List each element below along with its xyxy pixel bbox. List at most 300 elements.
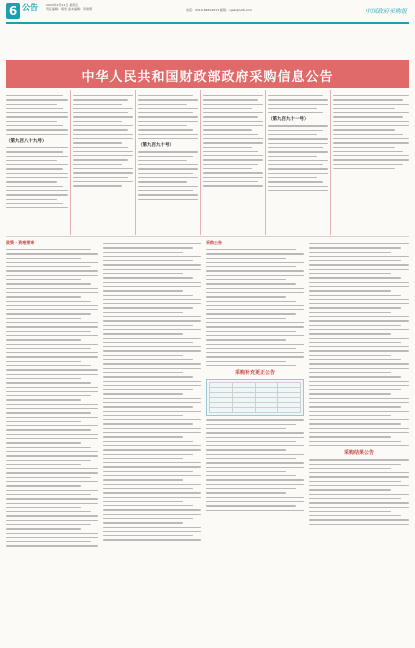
text-line	[103, 436, 183, 437]
text-line	[206, 348, 296, 349]
text-line	[103, 402, 201, 403]
text-line	[6, 369, 98, 370]
text-line	[73, 104, 122, 105]
text-line	[6, 374, 98, 375]
text-line	[103, 342, 193, 343]
text-line	[138, 160, 187, 161]
text-line	[309, 498, 401, 499]
table-row	[210, 408, 301, 413]
text-line	[6, 129, 68, 130]
text-line	[203, 155, 263, 156]
text-block	[203, 95, 263, 187]
text-block	[138, 95, 198, 139]
text-line	[309, 423, 401, 424]
text-line	[309, 346, 409, 347]
text-line	[73, 172, 133, 173]
text-line	[206, 441, 296, 442]
text-line	[73, 108, 133, 109]
text-line	[6, 121, 57, 122]
text-line	[6, 477, 91, 478]
text-line	[206, 505, 296, 506]
text-line	[333, 138, 409, 139]
text-line	[103, 256, 201, 257]
text-line	[6, 266, 91, 267]
text-line	[268, 190, 328, 191]
text-line	[6, 301, 91, 302]
text-line	[103, 346, 201, 347]
text-line	[6, 283, 91, 284]
text-line	[309, 524, 409, 525]
text-line	[309, 256, 409, 257]
text-line	[309, 428, 409, 429]
text-line	[103, 509, 201, 510]
text-line	[333, 164, 403, 165]
text-line	[73, 177, 128, 178]
text-line	[103, 398, 201, 399]
column-divider	[70, 90, 71, 235]
text-line	[203, 151, 258, 152]
text-line	[309, 419, 409, 420]
text-line	[309, 282, 409, 283]
text-line	[268, 125, 328, 126]
text-line	[309, 476, 409, 477]
text-line	[103, 514, 201, 515]
text-line	[206, 488, 296, 489]
text-line	[333, 147, 395, 148]
text-line	[6, 326, 98, 327]
text-line	[138, 199, 198, 200]
text-line	[203, 95, 263, 96]
text-line	[333, 125, 409, 126]
text-line	[6, 156, 68, 157]
text-line	[333, 155, 409, 156]
text-line	[333, 95, 409, 96]
text-line	[103, 531, 201, 532]
text-line	[6, 447, 91, 448]
text-line	[206, 428, 286, 429]
column-divider	[135, 90, 136, 235]
text-line	[73, 121, 122, 122]
text-line	[6, 455, 98, 456]
text-line	[309, 485, 409, 486]
text-line	[268, 130, 323, 131]
title-banner	[6, 60, 409, 88]
text-line	[6, 382, 91, 383]
text-line	[6, 511, 91, 512]
section-badge: 采购公告	[206, 240, 222, 245]
text-line	[103, 539, 201, 540]
text-line	[103, 372, 183, 373]
text-line	[206, 467, 304, 468]
notice-heading-991: （第九百九十一号）	[268, 117, 309, 123]
text-line	[138, 104, 187, 105]
text-line	[268, 112, 323, 113]
text-line	[203, 172, 263, 173]
text-line	[309, 459, 409, 460]
text-line	[6, 207, 68, 208]
text-line	[206, 301, 296, 302]
text-line	[206, 458, 296, 459]
text-line	[6, 395, 91, 396]
text-line	[333, 121, 409, 122]
text-line	[73, 116, 133, 117]
text-line	[6, 507, 81, 508]
text-line	[268, 99, 328, 100]
notice-heading: 采购补充更正公告	[234, 370, 275, 377]
text-line	[309, 269, 409, 270]
text-line	[73, 134, 133, 135]
text-line	[103, 363, 201, 364]
text-line	[309, 372, 391, 373]
text-block	[333, 95, 409, 169]
text-line	[203, 177, 263, 178]
text-line	[309, 355, 391, 356]
text-line	[73, 99, 128, 100]
text-line	[6, 112, 68, 113]
text-line	[6, 292, 98, 293]
text-line	[268, 186, 328, 187]
lower-column-1	[6, 240, 98, 644]
text-line	[73, 112, 128, 113]
text-line	[206, 501, 304, 502]
text-line	[206, 262, 304, 263]
text-line	[73, 129, 128, 130]
text-block	[6, 95, 68, 135]
text-line	[309, 436, 391, 437]
text-line	[206, 361, 286, 362]
text-line	[206, 432, 304, 433]
text-line	[6, 134, 68, 135]
text-line	[138, 99, 198, 100]
text-line	[6, 177, 68, 178]
text-line	[6, 425, 98, 426]
text-line	[138, 194, 198, 195]
text-line	[103, 479, 183, 480]
text-line	[333, 129, 395, 130]
text-line	[103, 445, 201, 446]
text-line	[103, 406, 193, 407]
text-line	[6, 468, 98, 469]
text-line	[206, 445, 304, 446]
text-line	[309, 342, 401, 343]
text-line	[6, 412, 91, 413]
item-table-box	[206, 379, 304, 416]
text-line	[203, 121, 263, 122]
table-cell	[255, 408, 278, 413]
text-line	[6, 305, 98, 306]
text-line	[309, 264, 409, 265]
text-line	[309, 494, 409, 495]
text-line	[309, 381, 409, 382]
text-line	[309, 389, 401, 390]
text-line	[309, 333, 391, 334]
text-line	[103, 247, 193, 248]
text-line	[6, 186, 63, 187]
text-line	[73, 155, 133, 156]
text-line	[6, 288, 98, 289]
text-line	[203, 138, 263, 139]
text-line	[6, 151, 63, 152]
text-line	[6, 173, 68, 174]
text-line	[309, 489, 391, 490]
text-line	[206, 249, 296, 250]
text-line	[203, 116, 258, 117]
text-line	[333, 116, 403, 117]
text-line	[203, 142, 263, 143]
text-line	[206, 335, 304, 336]
notice-heading: 采购结果公告	[343, 450, 374, 457]
text-line	[309, 502, 409, 503]
text-line	[203, 159, 263, 160]
text-line	[203, 112, 263, 113]
text-line	[206, 497, 304, 498]
table-cell	[210, 408, 233, 413]
text-line	[103, 393, 183, 394]
text-line	[103, 527, 201, 528]
text-line	[138, 134, 198, 135]
text-line	[206, 471, 286, 472]
text-line	[309, 338, 409, 339]
text-line	[333, 104, 409, 105]
text-line	[6, 378, 81, 379]
text-block	[206, 419, 304, 511]
text-line	[73, 147, 128, 148]
text-line	[103, 359, 193, 360]
text-line	[309, 329, 409, 330]
text-line	[103, 449, 201, 450]
text-line	[268, 134, 317, 135]
text-line	[103, 484, 201, 485]
text-line	[103, 320, 201, 321]
text-line	[73, 168, 133, 169]
lower-column-3	[206, 240, 304, 644]
text-line	[73, 185, 122, 186]
text-line	[6, 494, 91, 495]
upper-column-2	[73, 92, 133, 232]
text-line	[103, 505, 193, 506]
text-line	[73, 181, 133, 182]
text-line	[103, 419, 201, 420]
text-line	[6, 331, 91, 332]
text-line	[268, 143, 328, 144]
text-line	[103, 415, 183, 416]
text-line	[206, 492, 286, 493]
text-line	[6, 524, 91, 525]
text-line	[6, 533, 98, 534]
text-line	[103, 316, 201, 317]
text-line	[103, 307, 193, 308]
text-line	[309, 316, 409, 317]
text-line	[6, 537, 98, 538]
text-line	[6, 472, 98, 473]
text-line	[103, 312, 183, 313]
text-line	[309, 468, 391, 469]
text-line	[309, 481, 401, 482]
text-line	[309, 368, 409, 369]
text-line	[6, 429, 91, 430]
text-line	[206, 356, 304, 357]
text-line	[268, 177, 317, 178]
text-line	[309, 511, 391, 512]
text-line	[103, 269, 201, 270]
text-line	[6, 104, 57, 105]
edition-editors: 责任编辑：胡雪 美术编辑：李建明	[46, 7, 92, 11]
text-line	[333, 112, 409, 113]
edition-meta	[46, 3, 92, 11]
masthead	[0, 0, 415, 28]
text-line	[333, 168, 395, 169]
text-line	[138, 151, 198, 152]
text-line	[206, 275, 304, 276]
text-line	[203, 181, 258, 182]
text-line	[268, 168, 328, 169]
text-block	[103, 243, 201, 541]
text-line	[309, 299, 409, 300]
text-line	[309, 290, 391, 291]
text-line	[6, 313, 91, 314]
text-line	[138, 138, 198, 139]
text-line	[309, 359, 401, 360]
text-line	[103, 355, 183, 356]
text-line	[206, 292, 304, 293]
text-line	[73, 142, 122, 143]
text-line	[138, 129, 193, 130]
edition-date: 2020年2月21日 星期五	[46, 3, 79, 7]
text-block	[6, 147, 68, 208]
text-line	[206, 283, 296, 284]
text-line	[6, 365, 91, 366]
text-line	[309, 415, 391, 416]
text-line	[6, 503, 98, 504]
text-line	[333, 142, 409, 143]
text-line	[103, 333, 183, 334]
text-line	[103, 282, 201, 283]
upper-column-3	[138, 92, 198, 232]
text-line	[103, 252, 183, 253]
text-line	[206, 484, 304, 485]
section-label: 公告	[22, 3, 38, 12]
text-line	[333, 134, 403, 135]
text-line	[6, 275, 98, 276]
text-line	[309, 411, 409, 412]
text-line	[103, 273, 183, 274]
text-line	[6, 490, 98, 491]
text-line	[206, 454, 304, 455]
text-line	[309, 260, 401, 261]
text-line	[206, 479, 304, 480]
text-line	[203, 185, 263, 186]
brand-logo: 中国政府采购报	[364, 8, 407, 15]
text-line	[73, 151, 133, 152]
text-line	[6, 95, 63, 96]
text-line	[6, 160, 57, 161]
text-line	[6, 181, 57, 182]
text-line	[6, 528, 81, 529]
text-line	[203, 99, 258, 100]
text-line	[206, 475, 296, 476]
text-line	[73, 138, 133, 139]
text-line	[309, 507, 409, 508]
text-line	[6, 108, 63, 109]
text-line	[6, 318, 81, 319]
text-line	[103, 290, 183, 291]
text-line	[103, 381, 201, 382]
text-line	[103, 462, 201, 463]
text-line	[268, 147, 323, 148]
text-line	[6, 391, 98, 392]
lower-column-4	[309, 240, 409, 644]
hotline: 电话：0310-84812613 邮箱：cgsb@126.com	[186, 8, 253, 12]
text-line	[103, 441, 193, 442]
text-line	[6, 309, 98, 310]
text-line	[6, 460, 91, 461]
text-line	[333, 151, 403, 152]
text-line	[206, 510, 304, 511]
text-line	[206, 313, 296, 314]
text-line	[309, 363, 409, 364]
text-line	[309, 312, 391, 313]
text-line	[309, 286, 409, 287]
text-line	[73, 95, 133, 96]
text-line	[309, 303, 409, 304]
text-line	[103, 501, 183, 502]
text-line	[206, 352, 304, 353]
text-line	[103, 368, 201, 369]
text-line	[206, 288, 304, 289]
upper-column-5	[268, 92, 328, 232]
upper-column-4	[203, 92, 263, 232]
banner-title: 中华人民共和国财政部政府采购信息公告	[81, 70, 334, 85]
text-line	[138, 168, 198, 169]
upper-column-6	[333, 92, 409, 232]
text-line	[6, 498, 98, 499]
text-line	[103, 385, 201, 386]
text-line	[6, 541, 91, 542]
text-line	[73, 159, 128, 160]
column-divider	[265, 90, 266, 235]
text-line	[6, 125, 63, 126]
section-divider	[6, 236, 409, 237]
text-line	[73, 125, 133, 126]
text-line	[268, 160, 328, 161]
item-table	[209, 382, 301, 413]
text-line	[6, 485, 81, 486]
text-line	[206, 279, 286, 280]
text-line	[206, 424, 296, 425]
text-line	[268, 95, 323, 96]
text-line	[268, 173, 328, 174]
text-line	[206, 449, 286, 450]
text-line	[103, 428, 201, 429]
text-line	[309, 472, 409, 473]
text-line	[103, 518, 193, 519]
text-line	[6, 442, 81, 443]
text-line	[103, 492, 201, 493]
text-line	[6, 356, 98, 357]
text-line	[6, 438, 98, 439]
text-line	[309, 325, 401, 326]
text-line	[268, 156, 317, 157]
text-line	[309, 307, 401, 308]
lower-column-2	[103, 240, 201, 644]
text-line	[268, 181, 323, 182]
text-line	[309, 243, 409, 244]
text-line	[6, 404, 98, 405]
text-line	[206, 326, 304, 327]
text-line	[6, 348, 91, 349]
text-line	[206, 258, 286, 259]
text-line	[73, 164, 122, 165]
